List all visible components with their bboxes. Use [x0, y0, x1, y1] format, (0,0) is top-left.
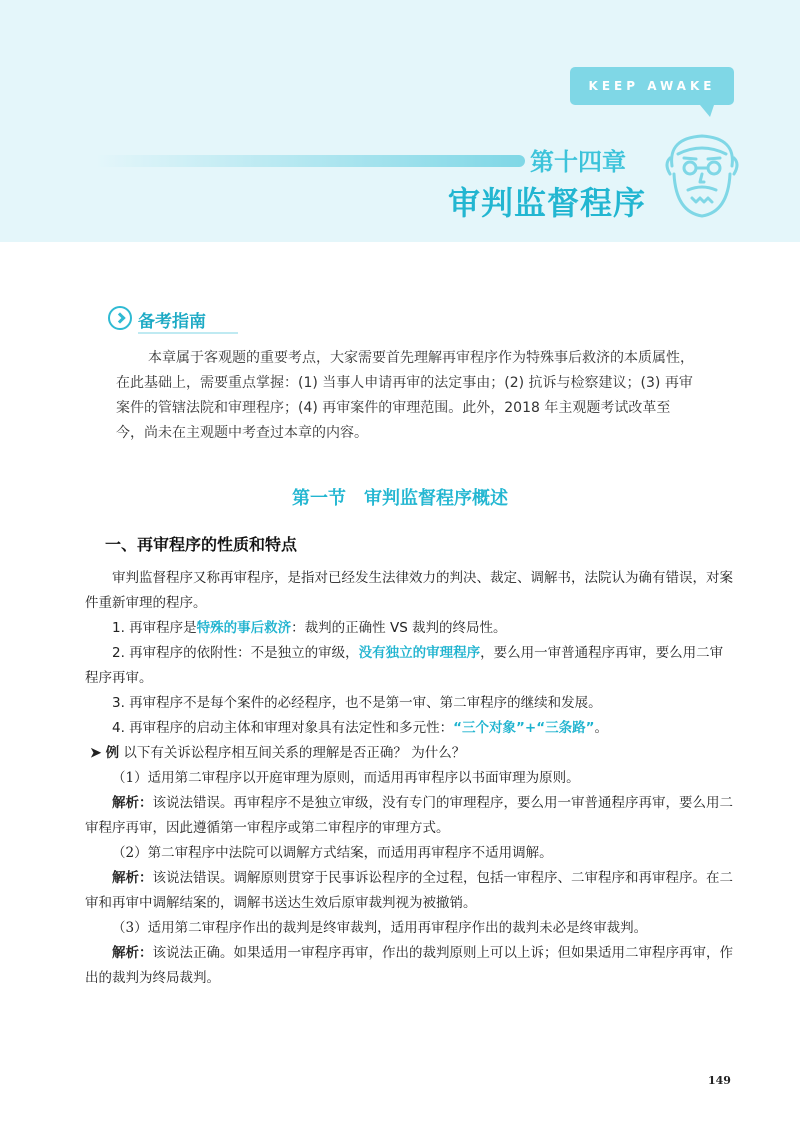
point-2	[85, 641, 735, 691]
compass-icon	[108, 306, 132, 330]
keep-awake-bubble: KEEP AWAKE	[570, 67, 734, 105]
point-1-text: 1. 再审程序是	[112, 620, 197, 636]
point-2-highlight: 没有独立的审理程序	[358, 645, 481, 661]
analysis-2	[85, 866, 735, 916]
analysis-2-text: 该说法错误。调解原则贯穿于民事诉讼程序的全过程，包括一审程序、二审程序和再审程序。在二审和再审中调解结案的，调解书送达生效后原审裁判视为被撤销。	[85, 870, 733, 911]
banner-stripe	[95, 155, 525, 167]
point-4-text-end: 。	[594, 720, 608, 736]
section-title: 第一节 审判监督程序概述	[292, 488, 508, 509]
subsection-title: 一、再审程序的性质和特点	[105, 535, 298, 554]
point-1-highlight: 特殊的事后救济	[196, 620, 292, 636]
point-4-highlight: “三个对象”+“三条路”	[453, 720, 595, 736]
question-2: （2）第二审程序中法院可以调解方式结案，而适用再审程序不适用调解。	[112, 845, 553, 861]
question-3: （3）适用第二审程序作出的裁判是终审裁判，适用再审程序作出的裁判未必是终审裁判。	[112, 920, 648, 936]
analysis-1-text: 该说法错误。再审程序不是独立审级，没有专门的审理程序，要么用一审普通程序再审，要么用二审程序再审，因此遵循第一审程序或第二审程序的审理方式。	[85, 795, 733, 836]
page-number: 149	[708, 1074, 731, 1087]
point-1-text-end: ：裁判的正确性 VS 裁判的终局性。	[291, 620, 507, 636]
study-guide-text: 本章属于客观题的重要考点，大家需要首先理解再审程序作为特殊事后救济的本质属性，在此基础上，需要重点掌握：(1) 当事人申请再审的法定事由；(2) 抗诉与检察建议；(3) 再审案件的管辖法院和审理程序；(4) 再审案件的审理范围。此外，2018 年主观题考试改革至今，尚未在主观题中考查过本章的内容。	[116, 350, 694, 441]
point-3: 3. 再审程序不是每个案件的必经程序，也不是第一审、第二审程序的继续和发展。	[112, 695, 602, 711]
point-4	[85, 716, 735, 741]
example-label: 例	[105, 745, 120, 761]
point-2-text-end: ，要么用一审普通程序再审，要么用二审程序再审。	[85, 645, 724, 686]
example-question-text: 以下有关诉讼程序相互间关系的理解是否正确？ 为什么？	[123, 745, 466, 761]
chapter-number: 第十四章	[530, 147, 626, 176]
analysis-1	[85, 791, 735, 841]
keep-awake-bubble-tail	[700, 105, 714, 117]
example-arrow-icon: ➤	[90, 745, 102, 761]
study-guide-underline	[138, 332, 238, 334]
intro-paragraph: 审判监督程序又称再审程序，是指对已经发生法律效力的判决、裁定、调解书，法院认为确有错误，对案件重新审理的程序。	[85, 570, 733, 611]
study-guide-title: 备考指南	[138, 312, 206, 332]
analysis-label: 解析：	[112, 945, 153, 961]
analysis-label: 解析：	[112, 870, 153, 886]
point-4-text: 4. 再审程序的启动主体和审理对象具有法定性和多元性：	[112, 720, 454, 736]
analysis-label: 解析：	[112, 795, 153, 811]
analysis-3-text: 该说法正确。如果适用一审程序再审，作出的裁判原则上可以上诉；但如果适用二审程序再审，作出的裁判为终局裁判。	[85, 945, 733, 986]
analysis-3	[85, 941, 735, 991]
point-1	[85, 616, 735, 641]
point-2-text: 2. 再审程序的依附性：不是独立的审级，	[112, 645, 359, 661]
chapter-title: 审判监督程序	[448, 184, 647, 222]
bearded-face-icon	[660, 128, 744, 220]
question-1: （1）适用第二审程序以开庭审理为原则，而适用再审程序以书面审理为原则。	[112, 770, 580, 786]
example-question	[90, 741, 740, 766]
